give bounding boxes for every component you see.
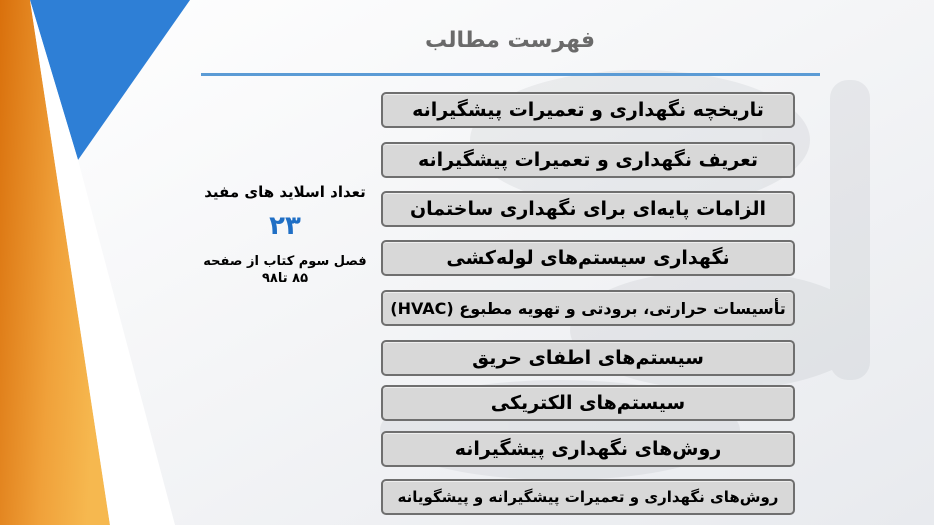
book-reference-line-1: فصل سوم کتاب از صفحه xyxy=(203,254,367,269)
toc-item-hvac[interactable]: تأسیسات حرارتی، برودتی و تهویه مطبوع (HVAC) xyxy=(381,290,795,326)
slide-title: فهرست مطالب xyxy=(424,28,596,53)
toc-item-electrical[interactable]: سیستم‌های الکتریکی xyxy=(381,385,795,421)
book-reference xyxy=(190,253,380,287)
slide-info-panel xyxy=(190,183,380,287)
toc-item-requirements[interactable]: الزامات پایه‌ای برای نگهداری ساختمان xyxy=(381,191,795,227)
toc-item-plumbing[interactable]: نگهداری سیستم‌های لوله‌کشی xyxy=(381,240,795,276)
useful-slides-count: ۲۳ xyxy=(269,211,301,241)
toc-item-history[interactable]: تاریخچه نگهداری و تعمیرات پیشگیرانه xyxy=(381,92,795,128)
toc-item-fire-suppression[interactable]: سیستم‌های اطفای حریق xyxy=(381,340,795,376)
book-reference-line-2: ۸۵ تا۹۸ xyxy=(261,271,309,286)
useful-slides-label: تعداد اسلاید های مفید xyxy=(204,183,366,201)
toc-item-definition[interactable]: تعریف نگهداری و تعمیرات پیشگیرانه xyxy=(381,142,795,178)
toc-item-predictive-methods[interactable]: روش‌های نگهداری و تعمیرات پیشگیرانه و پیشگویانه xyxy=(381,479,795,515)
title-divider xyxy=(201,73,820,76)
toc-item-preventive-methods[interactable]: روش‌های نگهداری پیشگیرانه xyxy=(381,431,795,467)
